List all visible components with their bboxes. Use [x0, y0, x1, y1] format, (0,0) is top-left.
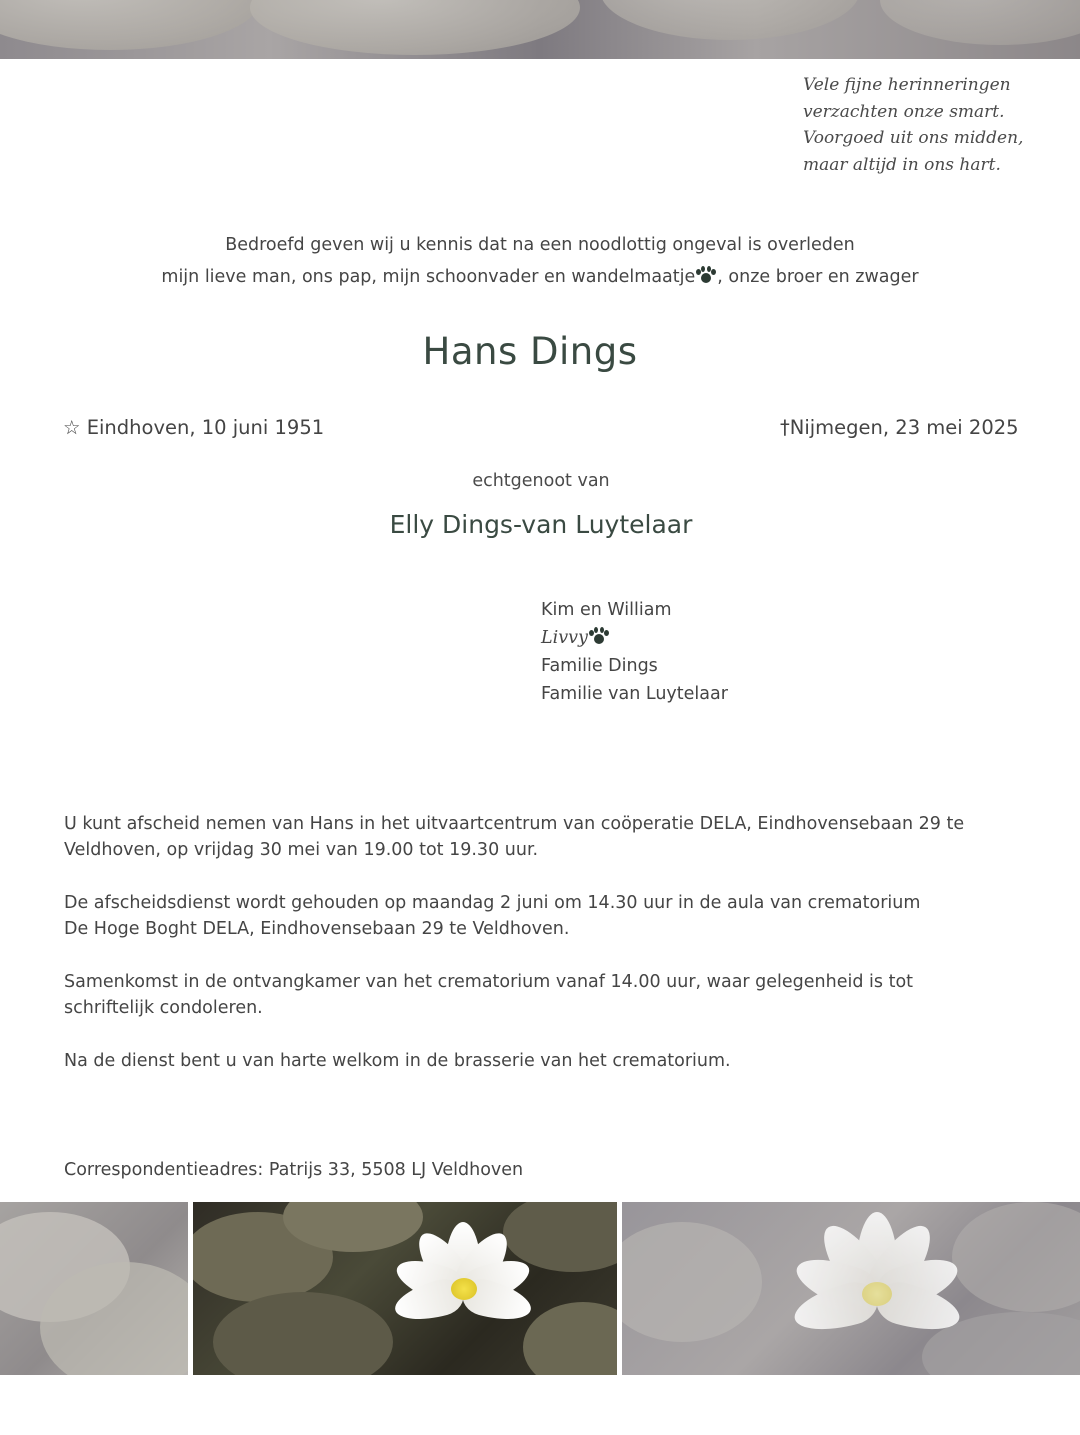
paragraph-farewell	[64, 811, 1024, 863]
water-lily-photo-faded	[622, 1202, 1080, 1375]
lily-pad	[250, 0, 580, 55]
paragraph-brasserie	[64, 1048, 1024, 1074]
poem-line: Voorgoed uit ons midden,	[803, 128, 1024, 148]
poem-line: Vele fijne herinneringen	[803, 75, 1011, 95]
family-item: Kim en William	[541, 600, 672, 620]
paragraph-line: Na de dienst bent u van harte welkom in de brasserie van het crematorium.	[64, 1051, 731, 1071]
family-item: Familie Dings	[541, 656, 658, 676]
paw-print-icon	[696, 266, 716, 284]
water-lily-flower	[393, 1222, 533, 1362]
paragraph-line: De Hoge Boght DELA, Eindhovensebaan 29 te Veldhoven.	[64, 919, 570, 939]
family-list	[541, 596, 728, 708]
star-icon: ☆	[63, 416, 81, 439]
paragraph-line: Veldhoven, op vrijdag 30 mei van 19.00 tot 19.30 uur.	[64, 840, 539, 860]
announcement-text-part: , onze broer en zwager	[717, 267, 919, 287]
family-item-text: Livvy	[541, 628, 588, 648]
lily-pad-photo	[0, 1202, 188, 1375]
water-lily-photo	[193, 1202, 617, 1375]
poem-line: maar altijd in ons hart.	[803, 154, 1001, 175]
birth-info	[63, 416, 324, 439]
paw-print-icon	[589, 627, 609, 645]
top-banner-image	[0, 0, 1080, 59]
paragraph-line: De afscheidsdienst wordt gehouden op maandag 2 juni om 14.30 uur in de aula van crematorium	[64, 893, 921, 913]
deceased-name: Hans Dings	[422, 330, 638, 373]
family-item: Familie van Luytelaar	[541, 684, 728, 704]
correspondence-address: Correspondentieadres: Patrijs 33, 5508 LJ Veldhoven	[64, 1160, 524, 1180]
poem	[803, 72, 1063, 178]
water-lily-flower	[792, 1212, 962, 1375]
announcement-line: Bedroefd geven wij u kennis dat na een noodlottig ongeval is overleden	[225, 235, 855, 255]
death-info	[780, 416, 1019, 439]
family-item	[541, 624, 728, 652]
lily-pad	[600, 0, 860, 40]
announcement-text	[60, 229, 1020, 293]
paragraph-service	[64, 890, 1024, 942]
cross-icon: †	[780, 416, 790, 439]
paragraph-gathering	[64, 969, 1024, 1021]
lily-pad	[0, 0, 260, 50]
spouse-name: Elly Dings-van Luytelaar	[389, 510, 693, 539]
birth-text: Eindhoven, 10 juni 1951	[86, 416, 325, 439]
announcement-text-part: mijn lieve man, ons pap, mijn schoonvader en wandelmaatje	[161, 267, 696, 287]
spouse-label: echtgenoot van	[472, 471, 610, 491]
poem-line: verzachten onze smart.	[803, 101, 1005, 122]
death-text: Nijmegen, 23 mei 2025	[789, 416, 1019, 439]
announcement-line	[60, 261, 1020, 293]
lily-pad	[880, 0, 1080, 45]
paragraph-line: schriftelijk condoleren.	[64, 998, 263, 1018]
paragraph-line: Samenkomst in de ontvangkamer van het crematorium vanaf 14.00 uur, waar gelegenheid is tot	[64, 972, 914, 992]
paragraph-line: U kunt afscheid nemen van Hans in het uitvaartcentrum van coöperatie DELA, Eindhovensebaan 29 te	[64, 814, 965, 834]
